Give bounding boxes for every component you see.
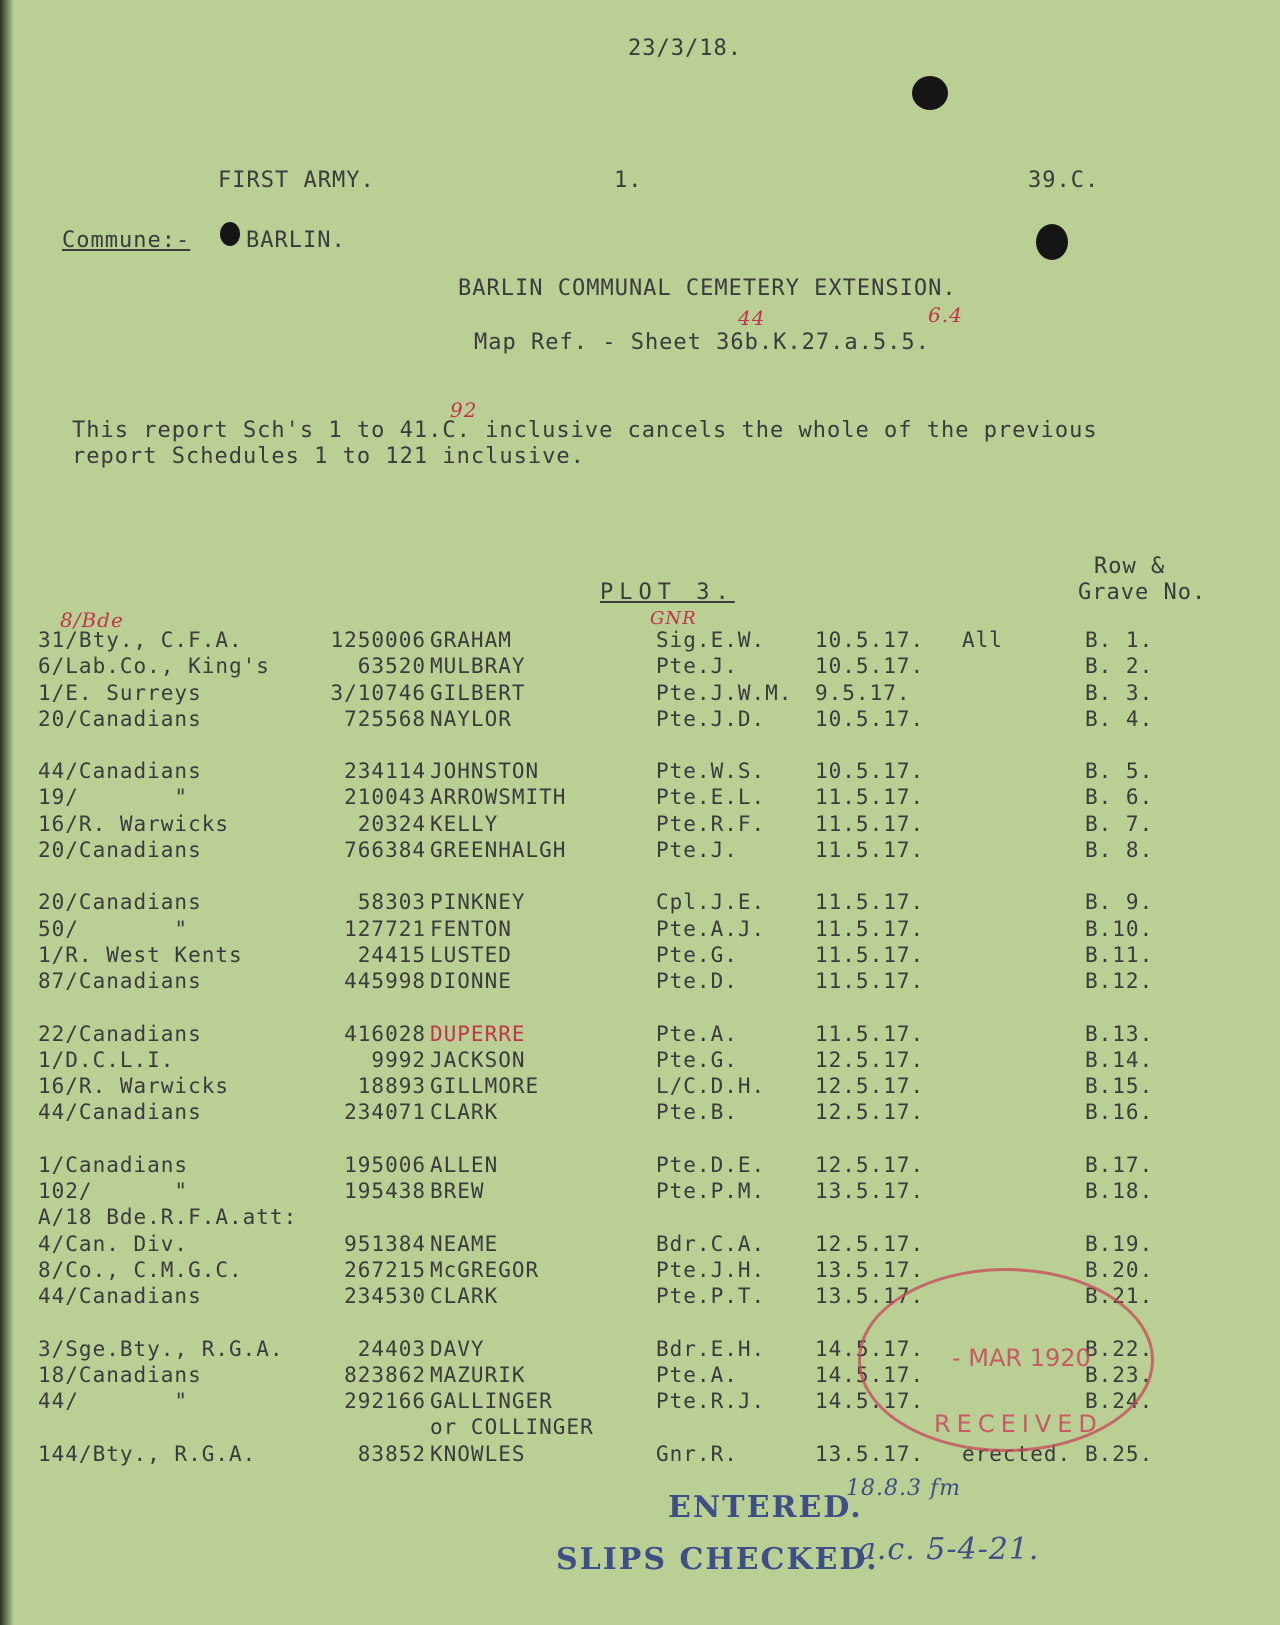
slips-checked-initials: a.c. 5-4-21. [858, 1532, 1040, 1567]
service-number-cell: 127721 [344, 917, 426, 941]
name-cell: LUSTED [430, 943, 512, 967]
rank-cell: Gnr.R. [656, 1442, 738, 1466]
unit-cell: 44/ " [38, 1389, 189, 1413]
grave-cell: B. 2. [1085, 654, 1154, 678]
table-row [0, 759, 1280, 785]
date-cell: 9.5.17. [815, 681, 911, 705]
service-number-cell: 20324 [357, 812, 426, 836]
date-cell: 11.5.17. [815, 917, 925, 941]
unit-cell: 4/Can. Div. [38, 1232, 189, 1256]
name-cell: GRAHAM [430, 628, 512, 652]
unit-correction: 8/Bde [60, 608, 124, 632]
name-cell: MULBRAY [430, 654, 526, 678]
service-number-cell: 58303 [357, 890, 426, 914]
map-ref-correction-coord: 6.4 [928, 303, 963, 327]
received-stamp-date: - MAR 1920 [952, 1344, 1091, 1372]
schedule-number: 1. [614, 168, 643, 193]
name-cell: GREENHALGH [430, 838, 567, 862]
name-cell: CLARK [430, 1100, 499, 1124]
rank-cell: Pte.R.J. [656, 1389, 766, 1413]
name-cell: DIONNE [430, 969, 512, 993]
date-cell: 12.5.17. [815, 1100, 925, 1124]
date-cell: 11.5.17. [815, 943, 925, 967]
table-row [0, 1442, 1280, 1468]
rank-cell: Pte.D.E. [656, 1153, 766, 1177]
service-number-cell: 234530 [344, 1284, 426, 1308]
commune-value: BARLIN. [246, 228, 346, 253]
rank-cell: Pte.G. [656, 1048, 738, 1072]
commune-label: Commune:- [62, 228, 191, 253]
unit-cell: 31/Bty., C.F.A. [38, 628, 243, 652]
rank-cell: Pte.E.L. [656, 785, 766, 809]
map-ref-correction-sheet: 44 [738, 306, 766, 330]
name-cell: KNOWLES [430, 1442, 526, 1466]
document-date: 23/3/18. [628, 36, 742, 61]
rank-cell: Pte.A.J. [656, 917, 766, 941]
name-cell: MAZURIK [430, 1363, 526, 1387]
table-row [0, 707, 1280, 733]
rank-cell: Pte.A. [656, 1363, 738, 1387]
service-number-cell: 292166 [344, 1389, 426, 1413]
rank-cell: Pte.P.M. [656, 1179, 766, 1203]
unit-cell: 20/Canadians [38, 890, 202, 914]
unit-cell: 18/Canadians [38, 1363, 202, 1387]
grave-cell: B.21. [1085, 1284, 1154, 1308]
service-number-cell: 951384 [344, 1232, 426, 1256]
grave-cell: B.19. [1085, 1232, 1154, 1256]
table-row [0, 943, 1280, 969]
rank-cell: Pte.D. [656, 969, 738, 993]
column-header-grave: Grave No. [1078, 580, 1207, 605]
service-number-cell: 63520 [357, 654, 426, 678]
date-cell: 14.5.17. [815, 1389, 925, 1413]
date-cell: 10.5.17. [815, 707, 925, 731]
rank-cell: Pte.W.S. [656, 759, 766, 783]
grave-cell: B.15. [1085, 1074, 1154, 1098]
service-number-cell: 1250006 [330, 628, 426, 652]
grave-cell: B.22. [1085, 1337, 1154, 1361]
unit-cell: 44/Canadians [38, 759, 202, 783]
report-correction: 92 [450, 398, 478, 422]
date-cell: 14.5.17. [815, 1363, 925, 1387]
unit-cell: 8/Co., C.M.G.C. [38, 1258, 243, 1282]
unit-cell: 22/Canadians [38, 1022, 202, 1046]
grave-cell: B.10. [1085, 917, 1154, 941]
unit-cell: 1/R. West Kents [38, 943, 243, 967]
service-number-cell: 210043 [344, 785, 426, 809]
slips-checked-stamp: SLIPS CHECKED. [556, 1542, 879, 1577]
date-cell: 12.5.17. [815, 1232, 925, 1256]
table-row [0, 1205, 1280, 1231]
date-cell: 11.5.17. [815, 969, 925, 993]
table-row [0, 838, 1280, 864]
date-cell: 13.5.17. [815, 1284, 925, 1308]
grave-cell: B. 9. [1085, 890, 1154, 914]
service-number-cell: 83852 [357, 1442, 426, 1466]
grave-cell: B.18. [1085, 1179, 1154, 1203]
unit-cell: 1/E. Surreys [38, 681, 202, 705]
plot-title: PLOT 3. [600, 580, 735, 605]
rank-cell: Pte.J. [656, 654, 738, 678]
rank-cell: Pte.J.D. [656, 707, 766, 731]
rank-cell: Pte.P.T. [656, 1284, 766, 1308]
entered-stamp: ENTERED. [668, 1490, 863, 1525]
unit-cell: 16/R. Warwicks [38, 812, 230, 836]
service-number-cell: 18893 [357, 1074, 426, 1098]
date-cell: 12.5.17. [815, 1048, 925, 1072]
service-number-cell: 416028 [344, 1022, 426, 1046]
grave-cell: B.24. [1085, 1389, 1154, 1413]
note-cell: All [962, 628, 1003, 652]
service-number-cell: 267215 [344, 1258, 426, 1282]
name-cell: GALLINGER [430, 1389, 553, 1413]
date-cell: 14.5.17. [815, 1337, 925, 1361]
unit-cell: A/18 Bde.R.F.A.att: [38, 1205, 298, 1229]
grave-cell: B. 3. [1085, 681, 1154, 705]
grave-cell: B. 4. [1085, 707, 1154, 731]
table-row [0, 1074, 1280, 1100]
date-cell: 12.5.17. [815, 1074, 925, 1098]
date-cell: 10.5.17. [815, 654, 925, 678]
table-row [0, 1022, 1280, 1048]
grave-cell: B.12. [1085, 969, 1154, 993]
service-number-cell: 195438 [344, 1179, 426, 1203]
date-cell: 11.5.17. [815, 785, 925, 809]
name-cell: NAYLOR [430, 707, 512, 731]
grave-cell: B.25. [1085, 1442, 1154, 1466]
rank-correction: GNR [650, 608, 697, 629]
date-cell: 11.5.17. [815, 812, 925, 836]
table-row [0, 969, 1280, 995]
service-number-cell: 234071 [344, 1100, 426, 1124]
name-cell: McGREGOR [430, 1258, 540, 1282]
name-cell: or COLLINGER [430, 1415, 594, 1439]
grave-cell: B. 6. [1085, 785, 1154, 809]
service-number-cell: 3/10746 [330, 681, 426, 705]
unit-cell: 87/Canadians [38, 969, 202, 993]
rank-cell: Pte.B. [656, 1100, 738, 1124]
rank-cell: Pte.R.F. [656, 812, 766, 836]
name-cell: KELLY [430, 812, 499, 836]
date-cell: 10.5.17. [815, 628, 925, 652]
name-cell: CLARK [430, 1284, 499, 1308]
date-cell: 11.5.17. [815, 838, 925, 862]
name-cell: GILBERT [430, 681, 526, 705]
name-cell: DAVY [430, 1337, 485, 1361]
unit-cell: 6/Lab.Co., King's [38, 654, 270, 678]
name-cell: BREW [430, 1179, 485, 1203]
table-row [0, 628, 1280, 654]
map-reference: Map Ref. - Sheet 36b.K.27.a.5.5. [474, 330, 930, 355]
ink-blot [1036, 224, 1068, 260]
table-row [0, 681, 1280, 707]
received-stamp-word: RECEIVED [934, 1410, 1103, 1438]
rank-cell: Sig.E.W. [656, 628, 766, 652]
service-number-cell: 234114 [344, 759, 426, 783]
table-row [0, 1258, 1280, 1284]
unit-cell: 20/Canadians [38, 838, 202, 862]
grave-cell: B.17. [1085, 1153, 1154, 1177]
grave-cell: B.20. [1085, 1258, 1154, 1282]
rank-cell: Pte.G. [656, 943, 738, 967]
rank-cell: Pte.J.H. [656, 1258, 766, 1282]
ink-blot [220, 222, 240, 246]
date-cell: 10.5.17. [815, 759, 925, 783]
column-header-row: Row & [1094, 554, 1166, 579]
table-row [0, 785, 1280, 811]
service-number-cell: 195006 [344, 1153, 426, 1177]
date-cell: 13.5.17. [815, 1179, 925, 1203]
name-cell: ARROWSMITH [430, 785, 567, 809]
grave-cell: B. 5. [1085, 759, 1154, 783]
table-row [0, 1100, 1280, 1126]
date-cell: 11.5.17. [815, 1022, 925, 1046]
service-number-cell: 766384 [344, 838, 426, 862]
table-row [0, 1232, 1280, 1258]
name-cell: GILLMORE [430, 1074, 540, 1098]
unit-cell: 19/ " [38, 785, 189, 809]
cemetery-title: BARLIN COMMUNAL CEMETERY EXTENSION. [458, 276, 957, 301]
name-cell: NEAME [430, 1232, 499, 1256]
service-number-cell: 725568 [344, 707, 426, 731]
unit-cell: 102/ " [38, 1179, 189, 1203]
report-note-line-1: This report Sch's 1 to 41.C. inclusive cancels the whole of the previous [72, 418, 1098, 443]
ink-blot [912, 76, 948, 110]
entered-initials: 18.8.3 fm [846, 1476, 961, 1501]
unit-cell: 20/Canadians [38, 707, 202, 731]
name-cell: JACKSON [430, 1048, 526, 1072]
grave-cell: B.14. [1085, 1048, 1154, 1072]
grave-cell: B.23. [1085, 1363, 1154, 1387]
date-cell: 13.5.17. [815, 1258, 925, 1282]
date-cell: 12.5.17. [815, 1153, 925, 1177]
note-cell: erected. [962, 1442, 1072, 1466]
service-number-cell: 9992 [371, 1048, 426, 1072]
date-cell: 11.5.17. [815, 890, 925, 914]
army-label: FIRST ARMY. [218, 168, 375, 193]
report-note-line-2: report Schedules 1 to 121 inclusive. [72, 444, 585, 469]
name-cell: PINKNEY [430, 890, 526, 914]
table-row [0, 1048, 1280, 1074]
table-row [0, 1153, 1280, 1179]
name-cell: ALLEN [430, 1153, 499, 1177]
unit-cell: 1/D.C.L.I. [38, 1048, 175, 1072]
unit-cell: 44/Canadians [38, 1284, 202, 1308]
schedule-code: 39.C. [1028, 168, 1100, 193]
rank-cell: L/C.D.H. [656, 1074, 766, 1098]
rank-cell: Bdr.E.H. [656, 1337, 766, 1361]
grave-cell: B. 8. [1085, 838, 1154, 862]
unit-cell: 16/R. Warwicks [38, 1074, 230, 1098]
grave-cell: B. 7. [1085, 812, 1154, 836]
grave-cell: B. 1. [1085, 628, 1154, 652]
unit-cell: 50/ " [38, 917, 189, 941]
rank-cell: Pte.J.W.M. [656, 681, 793, 705]
service-number-cell: 823862 [344, 1363, 426, 1387]
name-cell: FENTON [430, 917, 512, 941]
unit-cell: 144/Bty., R.G.A. [38, 1442, 257, 1466]
table-row [0, 890, 1280, 916]
rank-cell: Pte.A. [656, 1022, 738, 1046]
rank-cell: Bdr.C.A. [656, 1232, 766, 1256]
grave-cell: B.16. [1085, 1100, 1154, 1124]
unit-cell: 44/Canadians [38, 1100, 202, 1124]
unit-cell: 1/Canadians [38, 1153, 189, 1177]
service-number-cell: 445998 [344, 969, 426, 993]
date-cell: 13.5.17. [815, 1442, 925, 1466]
table-row [0, 1179, 1280, 1205]
table-row [0, 812, 1280, 838]
service-number-cell: 24403 [357, 1337, 426, 1361]
name-cell: DUPERRE [430, 1022, 526, 1046]
rank-cell: Cpl.J.E. [656, 890, 766, 914]
table-row [0, 917, 1280, 943]
unit-cell: 3/Sge.Bty., R.G.A. [38, 1337, 284, 1361]
name-cell: JOHNSTON [430, 759, 540, 783]
service-number-cell: 24415 [357, 943, 426, 967]
grave-cell: B.11. [1085, 943, 1154, 967]
table-row [0, 654, 1280, 680]
grave-cell: B.13. [1085, 1022, 1154, 1046]
rank-cell: Pte.J. [656, 838, 738, 862]
